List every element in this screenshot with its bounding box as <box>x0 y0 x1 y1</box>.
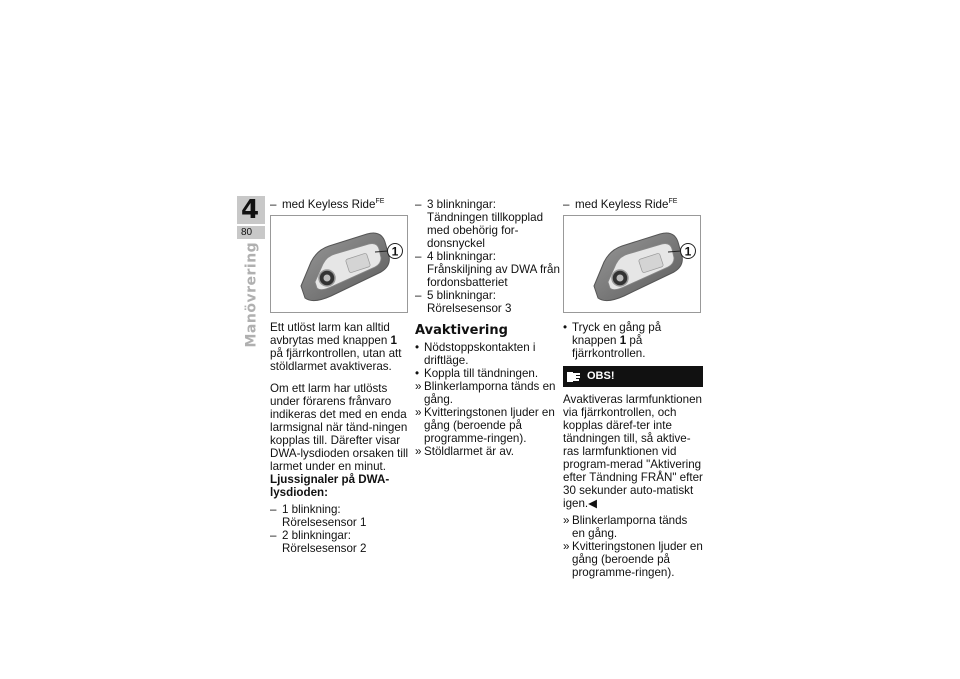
column-2 <box>415 198 560 458</box>
list-item: – 2 blinkningar: Rörelsesensor 2 <box>270 529 410 555</box>
result-item: » Blinkerlamporna tänds en gång. <box>563 514 703 540</box>
note-text: Avaktiveras larmfunktionen via fjärrkontrollen, och kopplas däref-ter inte tändningen till, så aktive-ras larmfunktionen vid program-merad "Aktivering efter Tändning FRÅN" efter 30 sekunder auto-matiskt igen.◀ <box>563 393 703 510</box>
key-fob-icon <box>564 216 700 312</box>
chapter-number: 4 <box>241 195 260 225</box>
paragraph: Ett utlöst larm kan alltid avbrytas med knappen 1 på fjärrkontrollen, utan att stöldlarmet avaktiveras. <box>270 321 402 373</box>
callout-label: 1 <box>684 244 692 259</box>
result-item: » Stöldlarmet är av. <box>415 445 560 458</box>
callout-label: 1 <box>391 244 399 259</box>
key-fob-image <box>563 215 701 313</box>
list-item: – 5 blinkningar: Rörelsesensor 3 <box>415 289 560 315</box>
list-item: – 1 blinkning: Rörelsesensor 1 <box>270 503 410 529</box>
column-1 <box>270 198 410 555</box>
chapter-box <box>237 196 265 224</box>
list-item: – 3 blinkningar: Tändningen tillkopplad med obehörig for-donsnyckel <box>415 198 560 250</box>
key-fob-image <box>270 215 408 313</box>
subheading: Ljussignaler på DWA-lysdioden: <box>270 473 390 499</box>
column-3 <box>563 198 703 579</box>
list-item: • Tryck en gång på knappen 1 på fjärrkontrollen. <box>563 321 703 360</box>
section-heading: Avaktivering <box>415 323 508 338</box>
note-banner <box>563 366 703 387</box>
result-item: » Blinkerlamporna tänds en gång. <box>415 380 560 406</box>
note-label: OBS! <box>587 370 615 382</box>
list-item: • Nödstoppskontakten i driftläge. <box>415 341 560 367</box>
list-item: • Koppla till tändningen. <box>415 367 560 380</box>
list-item: – 4 blinkningar: Frånskiljning av DWA från fordonsbatteriet <box>415 250 560 289</box>
list-item: – med Keyless Ride$^{FE}$ <box>563 198 703 211</box>
result-item: » Kvitteringstonen ljuder en gång (beroende på programme-ringen). <box>415 406 560 445</box>
chapter-sidebar <box>237 196 267 356</box>
page-number: 80 <box>237 226 265 239</box>
list-item: – med Keyless Ride$^{FE}$ <box>270 198 410 211</box>
section-title: Manövrering <box>243 241 260 348</box>
note-hand-icon <box>566 369 582 384</box>
result-item: » Kvitteringstonen ljuder en gång (beroende på programme-ringen). <box>563 540 703 579</box>
key-fob-icon <box>271 216 407 312</box>
paragraph: Om ett larm har utlösts under förarens frånvaro indikeras det med en enda larmsignal när tänd-ningen kopplas till. Därefter visar DWA-lysdioden orsaken till larmet under en minut. <box>270 382 409 473</box>
